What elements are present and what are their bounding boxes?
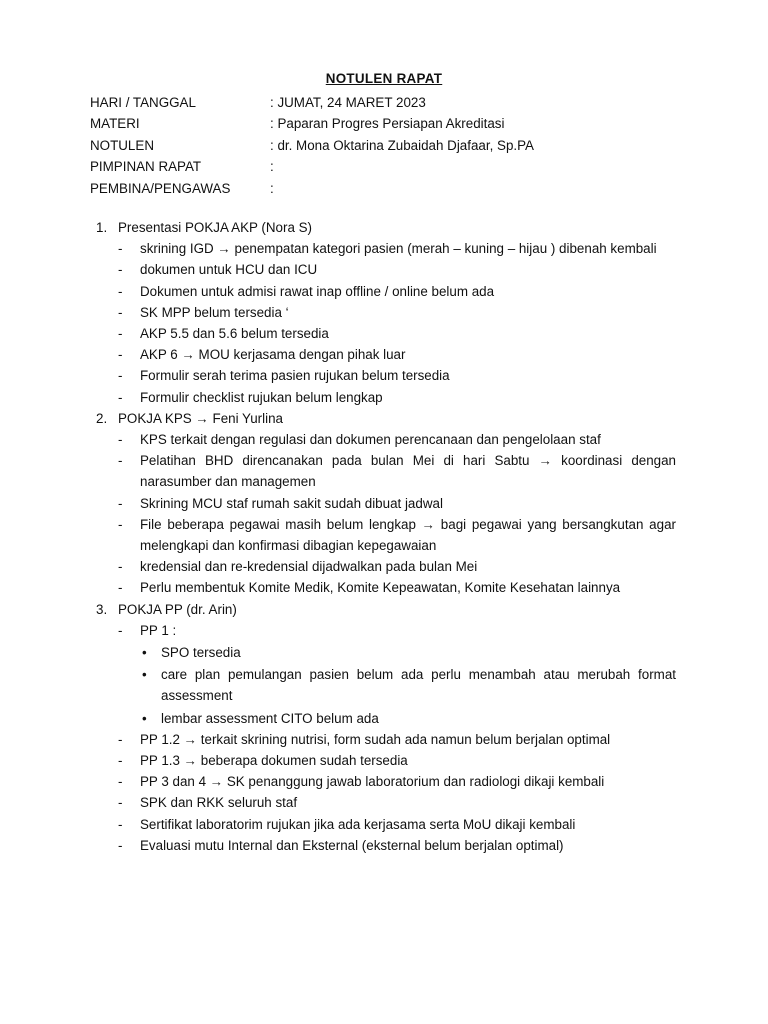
meta-label: PEMBINA/PENGAWAS (90, 180, 231, 196)
dash-bullet-icon: - (118, 559, 123, 575)
sub-list-item (0, 642, 768, 663)
list-item-text: File beberapa pegawai masih belum lengkap → bagi pegawai yang bersangkutan agar melengkapi dan konfirmasi dibagian kepegawaian (140, 516, 676, 554)
dash-bullet-icon: - (118, 816, 123, 832)
dash-bullet-icon: - (118, 453, 123, 469)
list-item (0, 835, 768, 856)
list-item-text: AKP 6 → MOU kerjasama dengan pihak luar (140, 347, 406, 363)
minutes-sections (0, 217, 768, 856)
dot-bullet-icon: • (142, 645, 147, 661)
list-item (0, 259, 768, 280)
list-item (0, 729, 768, 750)
meeting-info (90, 92, 534, 199)
sub-list-item (0, 664, 768, 706)
list-item-text: Perlu membentuk Komite Medik, Komite Kepeawatan, Komite Kesehatan lainnya (140, 580, 621, 596)
list-item (0, 771, 768, 792)
meta-row-supervisor (90, 178, 534, 199)
dash-bullet-icon: - (118, 326, 123, 341)
meta-value: : (270, 159, 274, 175)
list-item (0, 450, 768, 492)
dash-bullet-icon: - (118, 262, 123, 278)
list-item (0, 514, 768, 556)
list-item (0, 387, 768, 408)
sub-list-item-text: lembar assessment CITO belum ada (161, 710, 379, 726)
sub-list-item-text: care plan pemulangan pasien belum ada perlu menambah atau merubah format assessment (161, 667, 676, 704)
list-item-text: SPK dan RKK seluruh staf (140, 795, 298, 811)
list-item (0, 429, 768, 450)
list-item (0, 577, 768, 598)
list-item-text: Formulir checklist rujukan belum lengkap (140, 389, 383, 405)
section-heading (0, 217, 768, 238)
dash-bullet-icon: - (118, 753, 123, 769)
section-title: POKJA KPS → Feni Yurlina (118, 410, 283, 426)
meta-value: : dr. Mona Oktarina Zubaidah Djafaar, Sp.PA (270, 137, 534, 153)
dash-bullet-icon: - (118, 283, 123, 299)
list-item-text: Dokumen untuk admisi rawat inap offline / online belum ada (140, 283, 495, 299)
section-number: 2. (96, 410, 108, 426)
list-item (0, 323, 768, 344)
meta-value: : (270, 180, 274, 196)
list-item (0, 620, 768, 641)
meta-label: MATERI (90, 116, 140, 132)
list-item-text: PP 1.2 → terkait skrining nutrisi, form sudah ada namun belum berjalan optimal (140, 731, 611, 747)
list-item-text: AKP 5.5 dan 5.6 belum tersedia (140, 326, 329, 341)
dash-bullet-icon: - (118, 347, 123, 363)
section-heading (0, 599, 768, 620)
list-item (0, 238, 768, 259)
meta-label: PIMPINAN RAPAT (90, 159, 202, 175)
section-title: POKJA PP (dr. Arin) (118, 601, 237, 617)
dash-bullet-icon: - (118, 731, 123, 747)
list-item (0, 344, 768, 365)
sub-list-item (0, 708, 768, 729)
meta-row-notetaker (90, 135, 534, 156)
list-item-text: dokumen untuk HCU dan ICU (140, 262, 318, 278)
section-number: 3. (96, 601, 108, 617)
list-item-text: Skrining MCU staf rumah sakit sudah dibuat jadwal (140, 495, 443, 511)
document-title: NOTULEN RAPAT (325, 71, 443, 86)
dash-bullet-icon: - (118, 368, 123, 384)
section-number: 1. (96, 220, 108, 235)
list-item-text: PP 1.3 → beberapa dokumen sudah tersedia (140, 753, 408, 769)
list-item-text: Formulir serah terima pasien rujukan belum tersedia (140, 368, 450, 384)
list-item (0, 365, 768, 386)
dash-bullet-icon: - (118, 622, 123, 638)
list-item (0, 493, 768, 514)
dash-bullet-icon: - (118, 580, 123, 596)
section-title: Presentasi POKJA AKP (Nora S) (118, 220, 312, 235)
list-item-text: Sertifikat laboratorim rujukan jika ada kerjasama serta MoU dikaji kembali (140, 816, 576, 832)
list-item (0, 792, 768, 813)
dash-bullet-icon: - (118, 837, 123, 853)
meta-label: NOTULEN (90, 137, 154, 153)
list-item-text: PP 3 dan 4 → SK penanggung jawab laboratorium dan radiologi dikaji kembali (140, 774, 605, 790)
list-item-text: kredensial dan re-kredensial dijadwalkan pada bulan Mei (140, 559, 478, 575)
dash-bullet-icon: - (118, 432, 123, 447)
dot-bullet-icon: • (142, 710, 147, 726)
list-item (0, 302, 768, 323)
list-item (0, 750, 768, 771)
meta-row-date (90, 92, 534, 113)
list-item (0, 556, 768, 577)
meta-value: : JUMAT, 24 MARET 2023 (270, 95, 426, 110)
dash-bullet-icon: - (118, 389, 123, 405)
list-item (0, 814, 768, 835)
sub-list-item-text: SPO tersedia (161, 645, 241, 661)
dash-bullet-icon: - (118, 495, 123, 511)
dot-bullet-icon: • (142, 667, 147, 683)
list-item-text: skrining IGD → penempatan kategori pasien (merah – kuning – hijau ) dibenah kembali (140, 241, 657, 257)
list-item-text: SK MPP belum tersedia ‘ (140, 304, 289, 320)
dash-bullet-icon: - (118, 516, 123, 532)
meta-row-chair (90, 156, 534, 177)
dash-bullet-icon: - (118, 774, 123, 790)
section-heading (0, 408, 768, 429)
meta-label: HARI / TANGGAL (90, 95, 196, 110)
list-item-text: Evaluasi mutu Internal dan Eksternal (eksternal belum berjalan optimal) (140, 837, 564, 853)
dash-bullet-icon: - (118, 241, 123, 257)
meta-row-topic (90, 113, 534, 134)
dash-bullet-icon: - (118, 795, 123, 811)
dash-bullet-icon: - (118, 304, 123, 320)
list-item-text: KPS terkait dengan regulasi dan dokumen perencanaan dan pengelolaan staf (140, 432, 601, 447)
list-item-text: PP 1 : (140, 622, 177, 638)
list-item (0, 281, 768, 302)
meta-value: : Paparan Progres Persiapan Akreditasi (270, 116, 505, 132)
list-item-text: Pelatihan BHD direncanakan pada bulan Mei di hari Sabtu → koordinasi dengan narasumber dan managemen (140, 453, 676, 490)
